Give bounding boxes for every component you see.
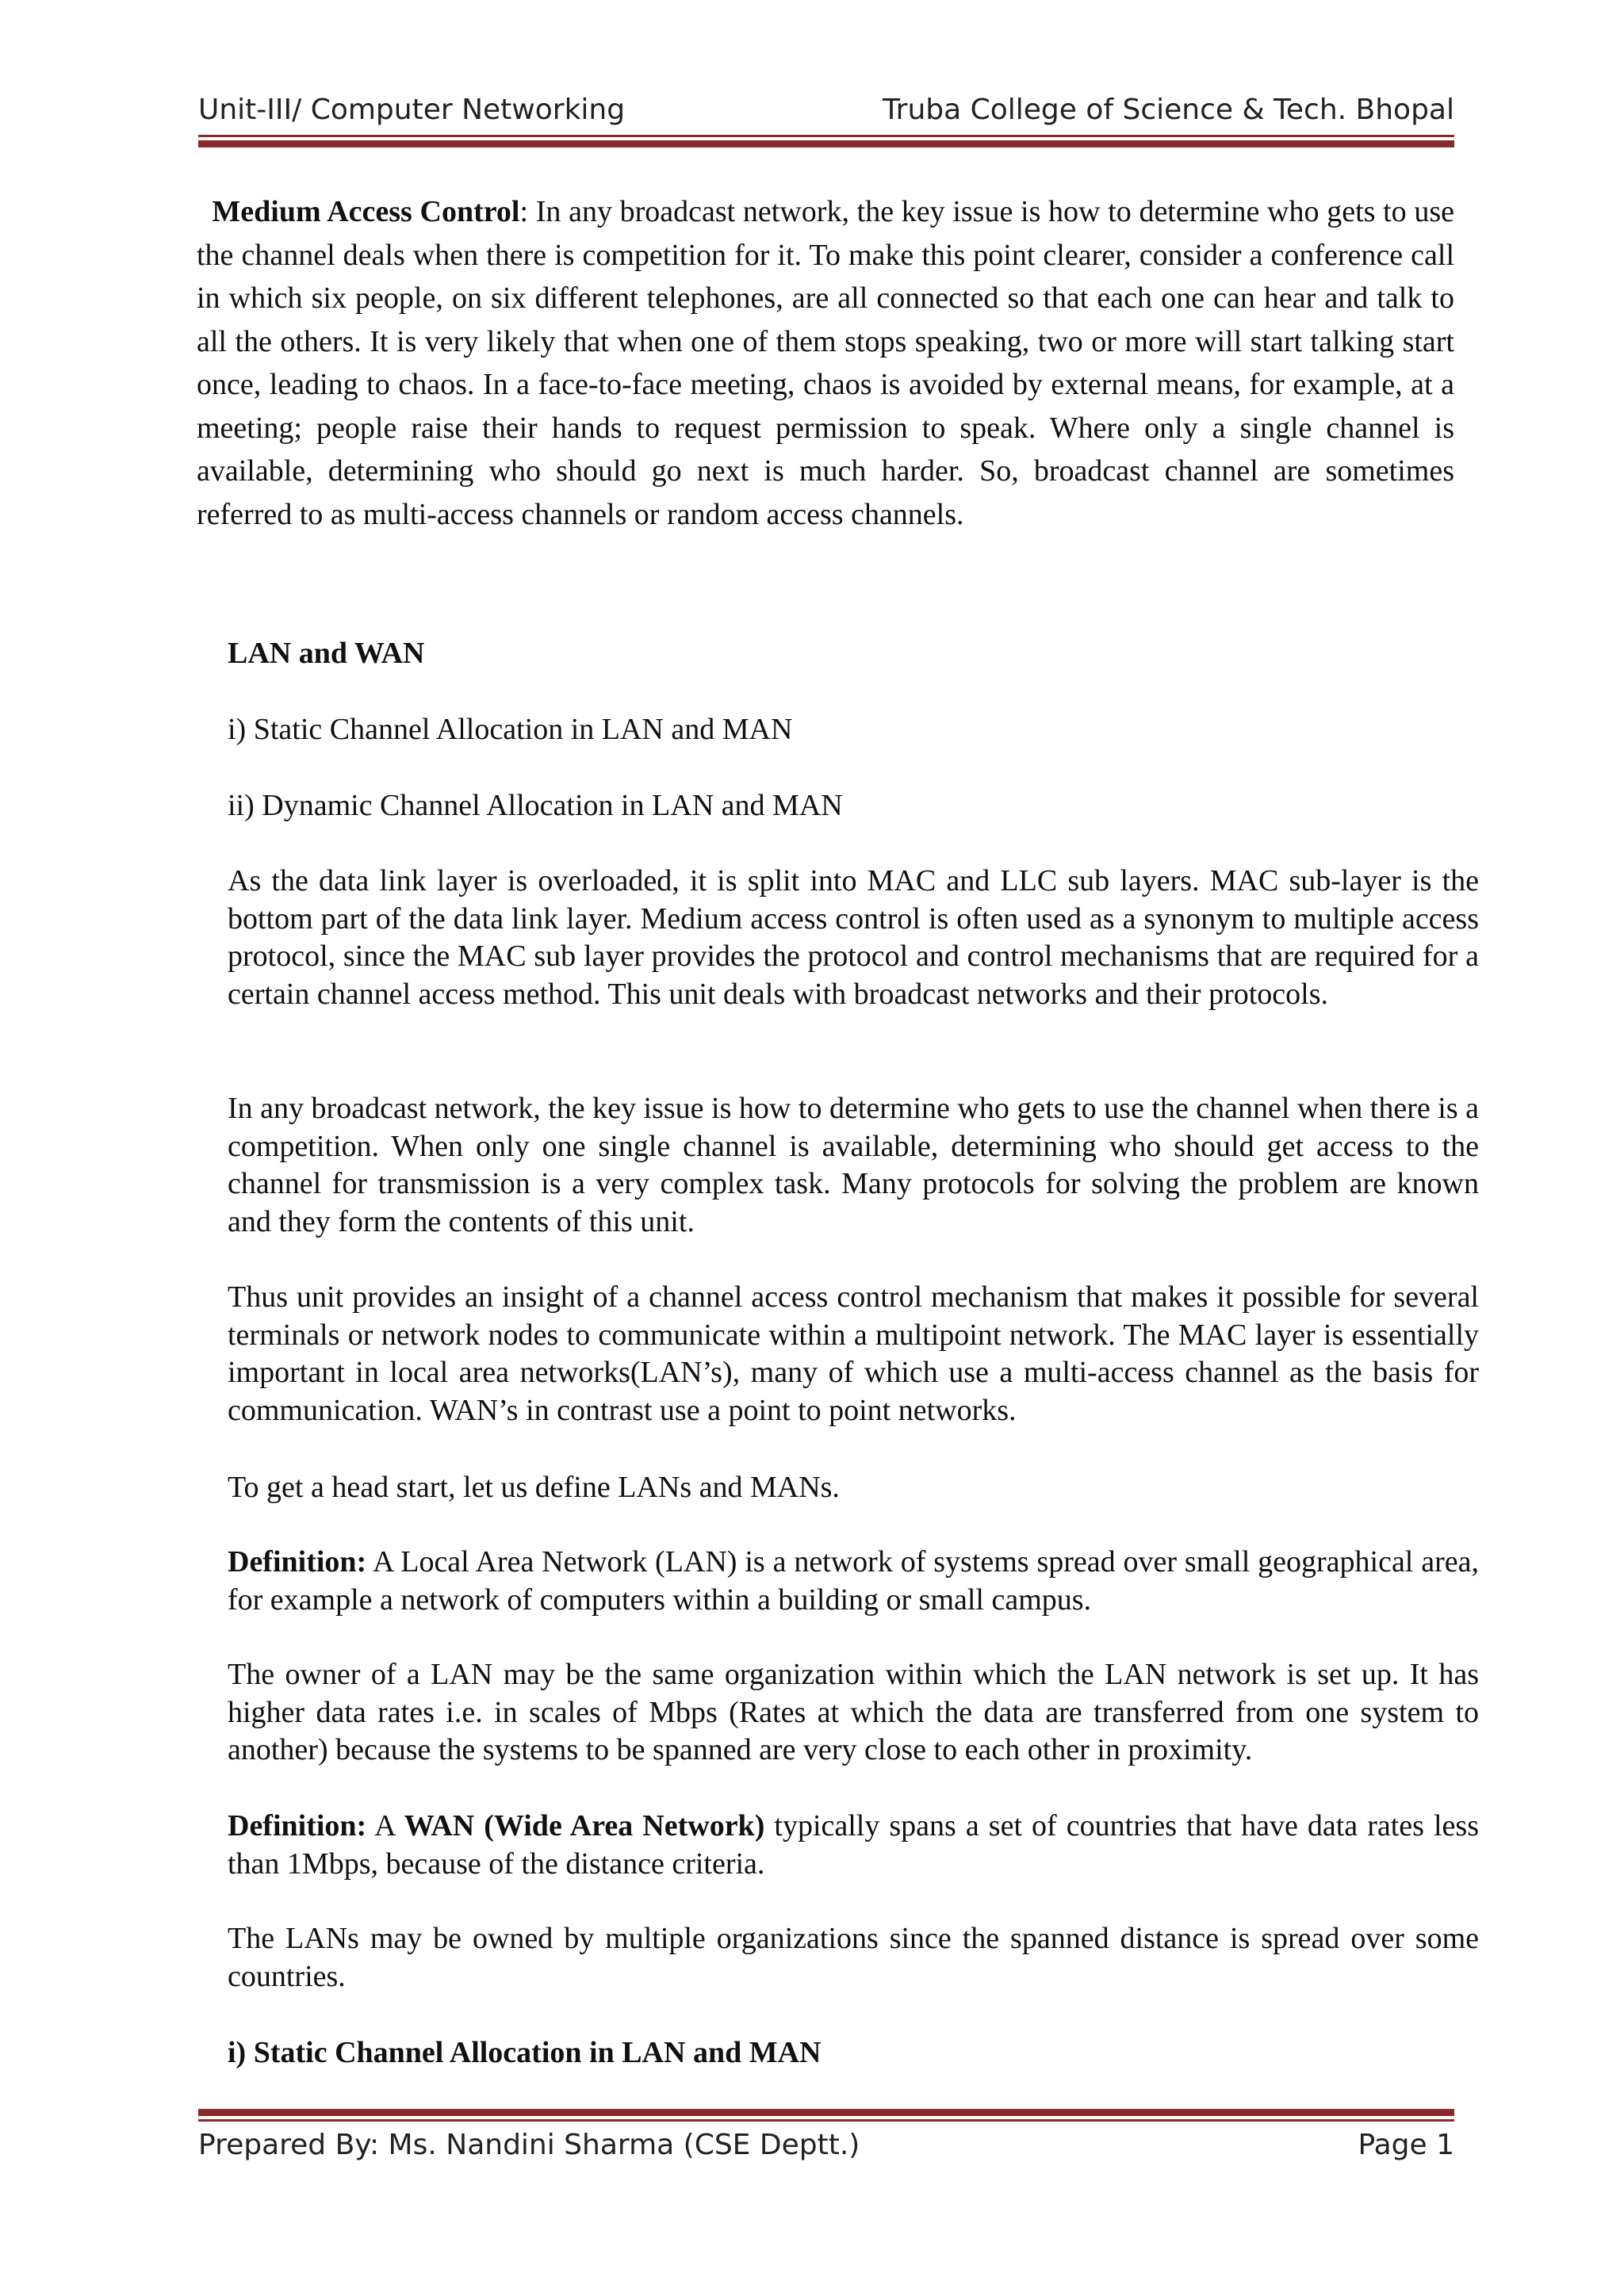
page-header — [198, 94, 1454, 141]
header-rule — [198, 135, 1454, 147]
paragraph-mac-sublayer: As the data link layer is overloaded, it is split into MAC and LLC sub layers. MAC sub-layer is the bottom part of the data link layer. Medium access control is often used as a synonym to multiple access protocol, since the MAC sub layer provides the protocol and control mechanisms that are required for a certain channel access method. This unit deals with broadcast networks and their protocols. — [228, 864, 1479, 1011]
paragraph-head-start: To get a head start, let us define LANs and MANs. — [228, 1471, 840, 1504]
heading-lan-and-wan: LAN and WAN — [228, 637, 425, 670]
paragraph-lan-definition: Definition: A Local Area Network (LAN) is a network of systems spread over small geographical area, for example a network of computers within a building or small campus. — [228, 1545, 1479, 1617]
heading-static-channel-allocation: i) Static Channel Allocation in LAN and MAN — [228, 2036, 822, 2069]
list-item-dynamic-allocation: ii) Dynamic Channel Allocation in LAN and MAN — [228, 789, 843, 822]
page-footer — [198, 2129, 1454, 2176]
header-unit-title: Unit-III/ Computer Networking — [198, 94, 626, 126]
paragraph-broadcast-network: In any broadcast network, the key issue is how to determine who gets to use the channel when there is a competition. When only one single channel is available, determining who should get access to the channel for transmission is a very complex task. Many protocols for solving the problem are known and they form the contents of this unit. — [228, 1092, 1479, 1238]
paragraph-lan-multiple-orgs: The LANs may be owned by multiple organizations since the spanned distance is spread over some countries. — [228, 1922, 1479, 1993]
definition-label: Definition: — [228, 1545, 367, 1578]
term-medium-access-control: Medium Access Control — [212, 195, 520, 228]
paragraph-text: : In any broadcast network, the key issue is how to determine who gets to use the channel deals when there is competition for it. To make this point clearer, consider a conference call in which six people, on six different telephones, are all connected so that each one can hear and talk to all the others. It is very likely that when one of them stops speaking, two or more will start talking start once, leading to chaos. In a face-to-face meeting, chaos is avoided by external means, for example, at a meeting; people raise their hands to request permission to speak. Where only a single channel is available, determining who should go next is much harder. So, broadcast channel are sometimes referred to as multi-access channels or random access channels. — [197, 195, 1455, 531]
footer-page-number: Page 1 — [1358, 2129, 1454, 2161]
term-wan: WAN (Wide Area Network) — [404, 1809, 765, 1843]
footer-rule — [198, 2109, 1454, 2122]
header-college-name: Truba College of Science & Tech. Bhopal — [882, 94, 1454, 126]
paragraph-mac-insight: Thus unit provides an insight of a channel access control mechanism that makes it possible for several terminals or network nodes to communicate within a multipoint network. The MAC layer is essentially important in local area networks(LAN’s), many of which use a multi-access channel as the basis for communication. WAN’s in contrast use a point to point networks. — [228, 1280, 1479, 1427]
paragraph-lan-owner: The owner of a LAN may be the same organization within which the LAN network is set up. It has higher data rates i.e. in scales of Mbps (Rates at which the data are transferred from one system to another) because the systems to be spanned are very close to each other in proximity. — [228, 1658, 1479, 1766]
list-item-static-allocation: i) Static Channel Allocation in LAN and MAN — [228, 713, 793, 746]
paragraph-wan-definition: Definition: A WAN (Wide Area Network) typically spans a set of countries that have data rates less than 1Mbps, because of the distance criteria. — [228, 1809, 1479, 1881]
paragraph-medium-access-control — [197, 190, 1454, 536]
definition-label: Definition: — [228, 1809, 367, 1843]
footer-author: Prepared By: Ms. Nandini Sharma (CSE Deptt.) — [198, 2129, 860, 2161]
